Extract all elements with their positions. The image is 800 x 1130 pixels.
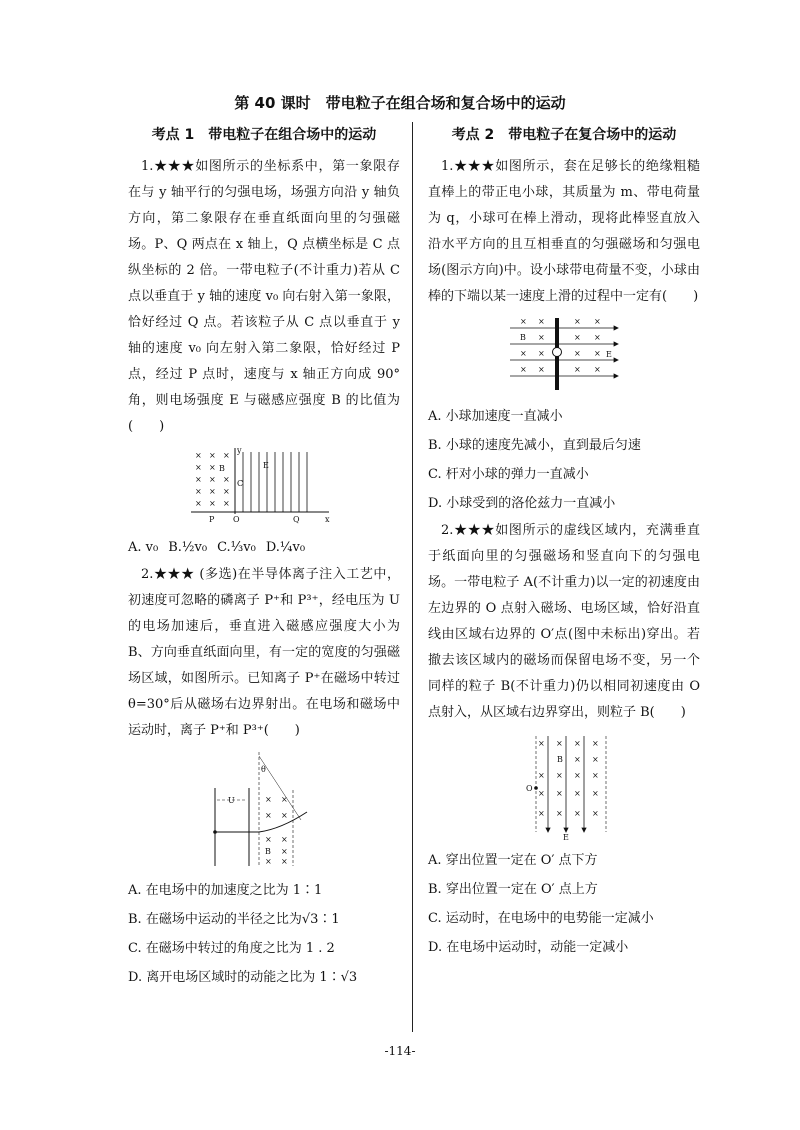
svg-text:×: × [265, 811, 272, 820]
option-b[interactable]: B. 穿出位置一定在 O′ 点上方 [428, 882, 598, 897]
svg-text:×: × [594, 349, 601, 358]
svg-text:×: × [223, 475, 230, 484]
option-d[interactable]: D. 小球受到的洛伦兹力一直减小 [428, 496, 616, 511]
fig1-label-y: y [237, 446, 242, 455]
fig4-label-E: E [563, 833, 569, 840]
svg-text:×: × [574, 365, 581, 374]
fig1-label-B: B [219, 464, 225, 473]
option-d[interactable]: D.¼v₀ [265, 540, 306, 555]
fig1-label-P: P [209, 515, 215, 524]
svg-text:×: × [223, 487, 230, 496]
svg-text:×: × [538, 365, 545, 374]
question-1-1-options [128, 534, 400, 562]
svg-text:×: × [592, 789, 599, 798]
magnetic-field-crosses [520, 317, 601, 374]
question-1-2-text: 2.★★★ (多选)在半导体离子注入工艺中，初速度可忽略的磷离子 P⁺和 P³⁺，经电压为 U 的电场加速后，垂直进入磁感应强度大小为 B、方向垂直纸面向里，有一定的宽度的匀强磁场区域，如图所示。已知离子 P⁺在磁场中转过θ=30°后从磁场右边界射出。在电场和磁场中运动时，离子 P⁺和 P³⁺( ) [128, 567, 400, 738]
option-b[interactable]: B. 在磁场中运动的半径之比为√3∶1 [128, 912, 340, 927]
svg-text:×: × [538, 789, 545, 798]
svg-text:×: × [538, 317, 545, 326]
question-2-2-text: 2.★★★如图所示的虚线区域内，充满垂直于纸面向里的匀强磁场和竖直向下的匀强电场。一带电粒子 A(不计重力)以一定的初速度由左边界的 O 点射入磁场、电场区域，恰好沿直线由区域右边界的 O′点(图中未标出)穿出。若撤去该区域内的磁场而保留电场不变，另一个同样的粒子 B(不计重力)仍以相同初速度由 O 点射入，从区域右边界穿出，则粒子 B( ) [428, 523, 700, 720]
option-a[interactable]: A. v₀ [128, 540, 159, 555]
figure-coordinate-field [189, 446, 339, 528]
electric-field-lines [243, 452, 307, 512]
svg-text:×: × [538, 349, 545, 358]
svg-text:×: × [209, 463, 216, 472]
option-a[interactable]: A. 在电场中的加速度之比为 1∶1 [128, 883, 323, 898]
page-number: -114- [384, 1044, 416, 1058]
page-title: 第 40 课时 带电粒子在组合场和复合场中的运动 [234, 94, 566, 112]
option-a[interactable]: A. 穿出位置一定在 O′ 点下方 [428, 853, 598, 868]
fig1-label-O: O [233, 515, 240, 524]
svg-text:×: × [195, 463, 202, 472]
svg-text:×: × [281, 857, 288, 866]
section-heading-1: 考点 1 带电粒子在组合场中的运动 [151, 127, 377, 143]
svg-text:×: × [538, 771, 545, 780]
svg-text:×: × [574, 317, 581, 326]
svg-text:×: × [556, 789, 563, 798]
magnetic-field-crosses [195, 451, 230, 508]
svg-text:×: × [209, 475, 216, 484]
svg-text:×: × [223, 499, 230, 508]
svg-text:×: × [574, 739, 581, 748]
svg-text:×: × [594, 365, 601, 374]
svg-text:×: × [520, 349, 527, 358]
fig1-label-C: C [237, 479, 244, 488]
svg-text:×: × [209, 451, 216, 460]
svg-text:×: × [574, 771, 581, 780]
fig2-label-U: U [228, 796, 235, 805]
option-c[interactable]: C. 杆对小球的弹力一直减小 [428, 467, 589, 482]
right-column [428, 122, 700, 962]
svg-text:×: × [592, 739, 599, 748]
svg-text:×: × [281, 811, 288, 820]
fig2-label-B: B [265, 847, 271, 856]
svg-text:×: × [574, 349, 581, 358]
svg-text:×: × [265, 835, 272, 844]
question-2-1-text: 1.★★★如图所示，套在足够长的绝缘粗糙直棒上的带正电小球，其质量为 m、带电荷量为 q，小球可在棒上滑动，现将此棒竖直放入沿水平方向的且互相垂直的匀强磁场和匀强电场(图示方向)中。设小球带电荷量不变，小球由棒的下端以某一速度上滑的过程中一定有( ) [428, 159, 700, 304]
svg-text:×: × [592, 771, 599, 780]
svg-text:×: × [592, 809, 599, 818]
svg-text:×: × [520, 317, 527, 326]
svg-text:×: × [556, 739, 563, 748]
option-d[interactable]: D. 离开电场区域时的动能之比为 1∶√3 [128, 970, 358, 985]
fig1-label-Q: Q [293, 515, 300, 524]
svg-text:×: × [574, 809, 581, 818]
svg-text:×: × [195, 475, 202, 484]
option-a[interactable]: A. 小球加速度一直减小 [428, 409, 563, 424]
figure-ion-injection [209, 750, 319, 870]
svg-text:×: × [281, 835, 288, 844]
svg-text:×: × [209, 499, 216, 508]
magnetic-field-crosses [538, 739, 599, 818]
svg-text:×: × [265, 857, 272, 866]
svg-text:×: × [594, 333, 601, 342]
fig3-label-B: B [520, 333, 526, 342]
svg-text:×: × [538, 739, 545, 748]
option-b[interactable]: B.½v₀ [168, 540, 208, 555]
svg-text:×: × [195, 451, 202, 460]
svg-text:×: × [281, 847, 288, 856]
svg-text:×: × [574, 755, 581, 764]
svg-text:×: × [556, 809, 563, 818]
svg-text:×: × [592, 755, 599, 764]
option-d[interactable]: D. 在电场中运动时，动能一定减小 [428, 940, 629, 955]
fig1-label-x: x [325, 515, 330, 524]
left-column [128, 122, 400, 992]
svg-text:×: × [574, 333, 581, 342]
fig2-label-theta: θ [261, 765, 266, 774]
fig4-label-B: B [557, 755, 563, 764]
svg-text:×: × [223, 451, 230, 460]
svg-text:×: × [281, 795, 288, 804]
figure-crossed-fields [514, 732, 614, 840]
option-c[interactable]: C. 运动时，在电场中的电势能一定减小 [428, 911, 654, 926]
fig1-label-E: E [263, 461, 269, 470]
svg-text:×: × [538, 809, 545, 818]
option-b[interactable]: B. 小球的速度先减小，直到最后匀速 [428, 438, 641, 453]
svg-text:×: × [594, 317, 601, 326]
figure-rod-in-field [504, 316, 624, 396]
fig4-label-O: O [526, 784, 533, 793]
svg-text:×: × [209, 487, 216, 496]
svg-text:×: × [520, 365, 527, 374]
section-heading-2: 考点 2 带电粒子在复合场中的运动 [451, 127, 677, 143]
svg-text:×: × [195, 487, 202, 496]
svg-text:×: × [195, 499, 202, 508]
column-divider [412, 122, 413, 1032]
option-c[interactable]: C.⅓v₀ [217, 540, 256, 555]
option-c[interactable]: C. 在磁场中转过的角度之比为 1 . 2 [128, 941, 335, 956]
svg-text:×: × [265, 795, 272, 804]
svg-text:×: × [574, 789, 581, 798]
fig3-label-E: E [606, 350, 612, 359]
svg-text:×: × [556, 771, 563, 780]
question-1-1-text: 1.★★★如图所示的坐标系中，第一象限存在与 y 轴平行的匀强电场，场强方向沿 y 轴负方向，第二象限存在垂直纸面向里的匀强磁场。P、Q 两点在 x 轴上，Q 点横坐标是 C 点纵坐标的 2 倍。一带电粒子(不计重力)若从 C 点以垂直于 y 轴的速度 v₀ 向右射入第一象限，恰好经过 Q 点。若该粒子从 C 点以垂直于 y 轴的速度 v₀ 向左射入第二象限，恰好经过 P 点，经过 P 点时，速度与 x 轴正方向成 90°角，则电场强度 E 与磁感应强度 B 的比值为( ) [128, 159, 400, 434]
svg-text:×: × [538, 333, 545, 342]
